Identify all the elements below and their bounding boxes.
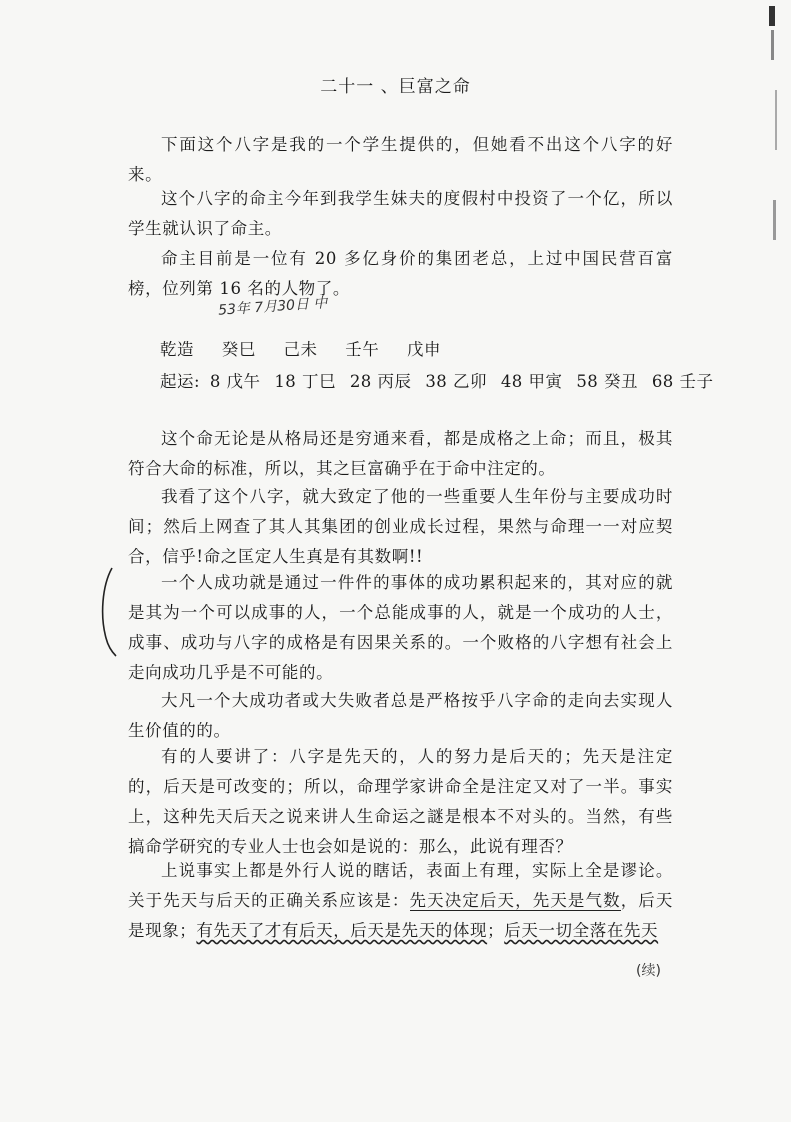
chapter-title: 二十一 、巨富之命 (320, 77, 471, 97)
pillar-year: 癸巳 (221, 340, 256, 359)
luck-label: 起运: (160, 372, 201, 391)
paragraph-intro-1: 下面这个八字是我的一个学生提供的，但她看不出这个八字的好来。 (128, 135, 673, 184)
conclusion-text: 上说事实上都是外行人说的瞎话，表面上有理，实际上全是谬论。关于先天与后天的正确关系应该是： (128, 861, 673, 910)
wavy-underlined-phrase: 后天一切全落在先天 (504, 921, 659, 940)
paragraph-value: 大凡一个大成功者或大失败者总是严格按乎八字命的走向去实现人生价值的的。 (128, 691, 673, 740)
luck-item: 8 戊午 (209, 372, 261, 391)
chart-label: 乾造 (160, 340, 194, 359)
wavy-underlined-phrase: 有先天了才有后天，后天是先天的体现 (196, 921, 488, 940)
paragraph-debate: 有的人要讲了：八字是先天的，人的努力是后天的；先天是注定的，后天是可改变的；所以，命理学家讲命全是注定又对了一半。事实上，这种先天后天之说来讲人生命运之謎是根本不对头的。当然，有些搞命学研究的专业人士也会如是说的：那么，此说有理否？ (128, 747, 673, 856)
conclusion-text: ； (487, 921, 505, 940)
pillar-month: 己未 (283, 340, 318, 359)
handwritten-birth-note: 53年 7月30日 中 (217, 295, 328, 319)
continued-note: (续) (636, 963, 661, 979)
pillar-hour: 戊申 (407, 340, 441, 359)
margin-bracket-mark (98, 566, 120, 658)
luck-item: 48 甲寅 (500, 372, 563, 391)
paragraph-conclusion (128, 856, 673, 946)
luck-item: 58 癸丑 (576, 372, 639, 391)
bazi-chart-row (160, 336, 463, 360)
scan-edge-marks (745, 0, 791, 280)
underlined-phrase: 先天决定后天，先天是气数 (409, 891, 621, 910)
paragraph-success: 一个人成功就是通过一件件的事体的成功累积起来的，其对应的就是其为一个可以成事的人，一个总能成事的人，就是一个成功的人士，成事、成功与八字的成格是有因果关系的。一个败格的八字想有社会上走向成功几乎是不可能的。 (128, 573, 673, 682)
conclusion-text: ，后天是现象； (128, 891, 673, 940)
luck-item: 68 壬子 (651, 372, 714, 391)
pillar-day: 壬午 (345, 340, 380, 359)
luck-cycle-row (160, 368, 714, 392)
luck-item: 28 丙辰 (349, 372, 412, 391)
luck-item: 38 乙卯 (425, 372, 488, 391)
paragraph-intro-3: 命主目前是一位有 20 多亿身价的集团老总，上过中国民营百富榜，位列第 16 名的人物了。 (128, 249, 673, 298)
paragraph-intro-2: 这个八字的命主今年到我学生妹夫的度假村中投资了一个亿，所以学生就认识了命主。 (128, 189, 673, 238)
paragraph-analysis: 这个命无论是从格局还是穷通来看，都是成格之上命；而且，极其符合大命的标准，所以，其之巨富确乎在于命中注定的。 (128, 429, 673, 478)
luck-item: 18 丁巳 (274, 372, 337, 391)
paragraph-verification: 我看了这个八字，就大致定了他的一些重要人生年份与主要成功时间；然后上网查了其人其集团的创业成长过程，果然与命理一一对应契合，信乎!命之匡定人生真是有其数啊!! (128, 487, 673, 566)
